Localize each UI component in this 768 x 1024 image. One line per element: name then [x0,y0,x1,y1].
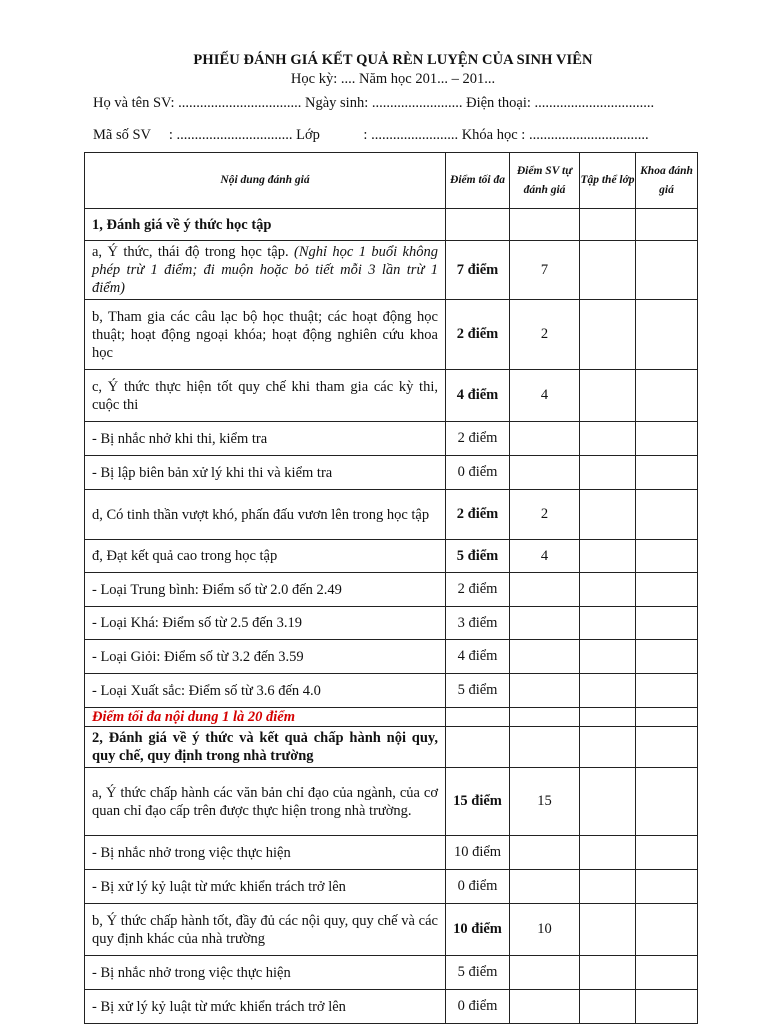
faculty-score-cell[interactable] [636,640,698,674]
table-row [85,607,698,640]
self-score-cell[interactable] [510,674,580,708]
self-score-cell[interactable] [510,708,580,727]
table-row [85,708,698,727]
criterion-label: - Bị nhắc nhở trong việc thực hiện [92,964,291,981]
class-score-cell[interactable] [580,370,636,422]
max-score-cell: 2 điểm [446,422,510,456]
self-score-cell[interactable] [510,209,580,241]
criterion-text [85,674,446,708]
student-info-line-1: Họ và tên SV: .................................. Ngày sinh: ......................... Điện thoại: ................................. [93,95,655,111]
criterion-text [85,456,446,490]
max-score-cell [446,727,510,768]
criterion-text [85,490,446,540]
table-row [85,727,698,768]
criterion-text [85,540,446,573]
criterion-label: đ, Đạt kết quả cao trong học tập [92,548,278,564]
table-header-row [85,153,698,209]
section-max-note: Điểm tối đa nội dung 1 là 20 điểm [85,708,446,727]
self-score-cell[interactable] [510,573,580,607]
max-score-cell: 3 điểm [446,607,510,640]
criterion-label: - Bị lập biên bản xử lý khi thi và kiểm tra [92,464,333,481]
self-score-cell[interactable] [510,870,580,904]
faculty-score-cell[interactable] [636,956,698,990]
student-info-line-2: Mã số SV : ................................ Lớp : ........................ Khóa học : ................................. [93,127,649,143]
table-row [85,370,698,422]
table-row [85,540,698,573]
table-row [85,300,698,370]
table-body [85,209,698,1024]
self-score-cell[interactable]: 2 [510,490,580,540]
table-row [85,209,698,241]
criterion-text [85,607,446,640]
self-score-cell[interactable] [510,990,580,1024]
max-score-cell [446,708,510,727]
class-score-cell[interactable] [580,241,636,300]
criterion-label: d, Có tinh thần vượt khó, phấn đấu vươn lên trong học tập [92,506,430,523]
max-score-cell: 2 điểm [446,490,510,540]
column-header-content: Nội dung đánh giá [85,153,446,209]
class-score-cell[interactable] [580,870,636,904]
table-row [85,956,698,990]
max-score-cell: 2 điểm [446,573,510,607]
max-score-cell: 5 điểm [446,540,510,573]
faculty-score-cell[interactable] [636,727,698,768]
self-score-cell[interactable]: 2 [510,300,580,370]
criterion-label: - Bị nhắc nhở trong việc thực hiện [92,844,291,861]
criterion-text [85,836,446,870]
class-score-cell[interactable] [580,956,636,990]
table-row [85,640,698,674]
criterion-label: - Bị xử lý kỷ luật từ mức khiển trách trở lên [92,998,346,1015]
criterion-text [85,870,446,904]
faculty-score-cell[interactable] [636,300,698,370]
table-row [85,836,698,870]
section-heading: 2, Đánh giá về ý thức và kết quả chấp hành nội quy, quy chế, quy định trong nhà trường [85,727,446,768]
criterion-note: (Nghỉ học 1 buổi không phép trừ 1 điểm; đi muộn hoặc bỏ tiết mỗi 3 lần trừ 1 điểm) [92,244,438,296]
criterion-label: - Loại Giỏi: Điểm số từ 3.2 đến 3.59 [92,648,304,665]
max-score-cell: 10 điểm [446,836,510,870]
class-score-cell[interactable] [580,708,636,727]
faculty-score-cell[interactable] [636,241,698,300]
table-row [85,674,698,708]
class-score-cell[interactable] [580,768,636,836]
criterion-label: a, Ý thức, thái độ trong học tập. [92,244,294,260]
class-score-cell[interactable] [580,540,636,573]
faculty-score-cell[interactable] [636,674,698,708]
class-score-cell[interactable] [580,573,636,607]
class-score-cell[interactable] [580,456,636,490]
faculty-score-cell[interactable] [636,708,698,727]
self-score-cell[interactable] [510,607,580,640]
self-score-cell[interactable]: 7 [510,241,580,300]
criterion-text [85,990,446,1024]
self-score-cell[interactable]: 15 [510,768,580,836]
criterion-label: c, Ý thức thực hiện tốt quy chế khi tham gia các kỳ thi, cuộc thi [92,378,438,413]
table-row [85,990,698,1024]
faculty-score-cell[interactable] [636,540,698,573]
max-score-cell: 7 điểm [446,241,510,300]
class-score-cell[interactable] [580,209,636,241]
faculty-score-cell[interactable] [636,422,698,456]
criterion-text [85,370,446,422]
max-score-cell: 4 điểm [446,640,510,674]
faculty-score-cell[interactable] [636,370,698,422]
criterion-label: b, Tham gia các câu lạc bộ học thuật; các hoạt động học thuật; hoạt động ngoại khóa; hoạt động nghiên cứu khoa học [92,308,438,361]
table-row [85,870,698,904]
criterion-text [85,241,446,300]
table-row [85,490,698,540]
class-score-cell[interactable] [580,640,636,674]
faculty-score-cell[interactable] [636,490,698,540]
max-score-cell: 4 điểm [446,370,510,422]
criterion-label: a, Ý thức chấp hành các văn bản chỉ đạo của ngành, của cơ quan chỉ đạo cấp trên được thực hiện trong nhà trường. [92,784,438,819]
self-score-cell[interactable]: 4 [510,540,580,573]
column-header-faculty: Khoa đánh giá [636,153,698,209]
table-row [85,904,698,956]
faculty-score-cell[interactable] [636,768,698,836]
column-header-self: Điểm SV tự đánh giá [510,153,580,209]
max-score-cell: 0 điểm [446,870,510,904]
criterion-text [85,768,446,836]
table-row [85,573,698,607]
class-score-cell[interactable] [580,727,636,768]
table-row [85,768,698,836]
faculty-score-cell[interactable] [636,607,698,640]
self-score-cell[interactable] [510,956,580,990]
class-score-cell[interactable] [580,300,636,370]
criterion-label: b, Ý thức chấp hành tốt, đầy đủ các nội quy, quy chế và các quy định khác của nhà trường [92,912,438,947]
faculty-score-cell[interactable] [636,990,698,1024]
criterion-label: - Bị xử lý kỷ luật từ mức khiển trách trở lên [92,878,346,895]
class-score-cell[interactable] [580,836,636,870]
faculty-score-cell[interactable] [636,870,698,904]
faculty-score-cell[interactable] [636,456,698,490]
faculty-score-cell[interactable] [636,836,698,870]
class-score-cell[interactable] [580,674,636,708]
table-row [85,241,698,300]
self-score-cell[interactable] [510,456,580,490]
table-row [85,422,698,456]
max-score-cell: 5 điểm [446,674,510,708]
max-score-cell: 15 điểm [446,768,510,836]
criterion-label: - Bị nhắc nhở khi thi, kiểm tra [92,430,268,447]
class-score-cell[interactable] [580,422,636,456]
semester-line: Học kỳ: .... Năm học 201... – 201... [290,71,496,87]
faculty-score-cell[interactable] [636,573,698,607]
criterion-text [85,573,446,607]
class-score-cell[interactable] [580,490,636,540]
class-score-cell[interactable] [580,990,636,1024]
section-heading: 1, Đánh giá về ý thức học tập [85,209,446,241]
self-score-cell[interactable]: 10 [510,904,580,956]
max-score-cell: 5 điểm [446,956,510,990]
criterion-label: - Loại Trung bình: Điểm số từ 2.0 đến 2.49 [92,581,342,598]
criterion-label: - Loại Xuất sắc: Điểm số từ 3.6 đến 4.0 [92,682,321,699]
self-score-cell[interactable] [510,422,580,456]
criterion-text [85,904,446,956]
class-score-cell[interactable] [580,904,636,956]
max-score-cell: 10 điểm [446,904,510,956]
self-score-cell[interactable] [510,836,580,870]
max-score-cell: 0 điểm [446,456,510,490]
class-score-cell[interactable] [580,607,636,640]
criterion-text [85,422,446,456]
max-score-cell: 0 điểm [446,990,510,1024]
evaluation-table [84,152,698,1024]
criterion-text [85,300,446,370]
faculty-score-cell[interactable] [636,209,698,241]
column-header-class: Tập thể lớp [580,153,636,209]
table-row [85,456,698,490]
self-score-cell[interactable] [510,640,580,674]
form-title: PHIẾU ĐÁNH GIÁ KẾT QUẢ RÈN LUYỆN CỦA SINH VIÊN [193,52,593,68]
self-score-cell[interactable]: 4 [510,370,580,422]
criterion-text [85,640,446,674]
self-score-cell[interactable] [510,727,580,768]
faculty-score-cell[interactable] [636,904,698,956]
max-score-cell: 2 điểm [446,300,510,370]
column-header-max: Điểm tối đa [446,153,510,209]
criterion-label: - Loại Khá: Điểm số từ 2.5 đến 3.19 [92,615,303,631]
criterion-text [85,956,446,990]
max-score-cell [446,209,510,241]
